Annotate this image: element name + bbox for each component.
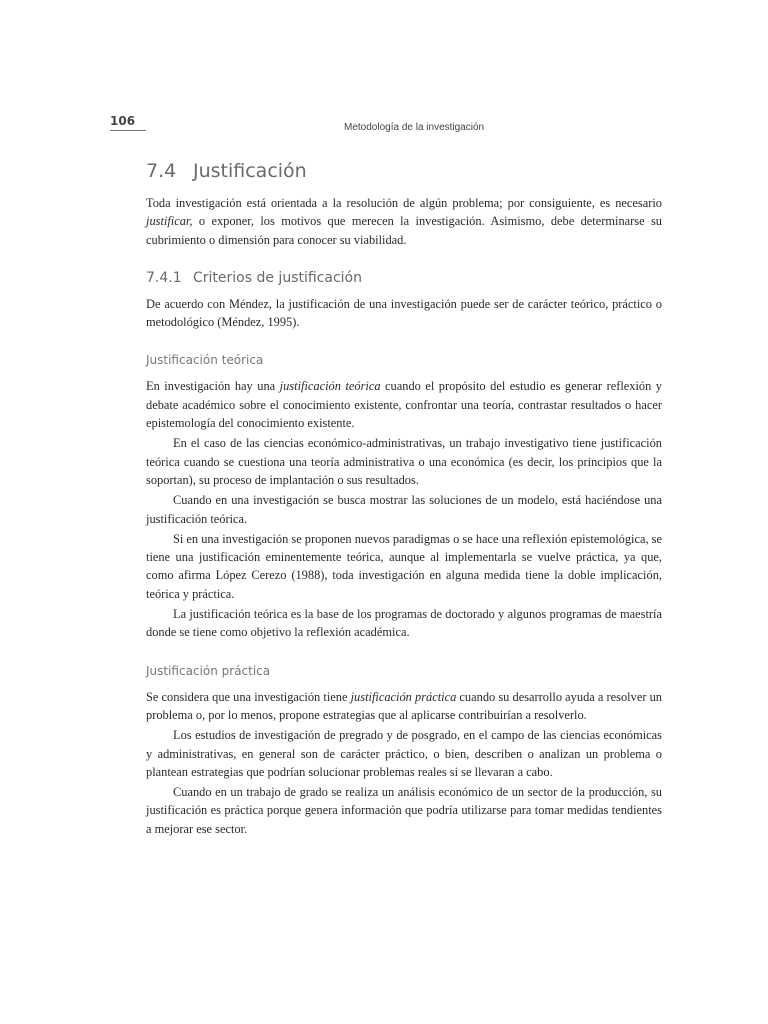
subhead-justificacion-practica: Justificación práctica	[146, 663, 271, 678]
subhead-justificacion-teorica: Justificación teórica	[146, 353, 264, 368]
subsection-title	[146, 269, 662, 287]
subsection-number: 7.4.1	[146, 269, 182, 286]
running-title: Metodología de la investigación	[344, 122, 485, 133]
section-title	[146, 158, 662, 184]
practica-p1-emphasis: justificación práctica	[350, 689, 457, 704]
header-rule	[110, 130, 146, 131]
section-title-text: Justificación	[193, 160, 307, 182]
page-number: 106	[110, 114, 136, 128]
teorica-p1-text-1: En investigación hay una	[146, 379, 280, 394]
practica-p1-text-2: cuando su desarrollo ayuda a resolver un problema o, por lo menos, propone estrategias que al aplicarse contribuirían a resolverlo.	[146, 689, 662, 722]
teorica-paragraph-4: Si en una investigación se proponen nuevos paradigmas o se hace una reflexión epistemológica, se tiene una justificación eminentemente teórica, aunque al implementarla se vuelve práctica, ya que, como afirma López Cerezo (1988), toda investigación en alguna medida tiene la doble implicación, teórica y práctica.	[146, 531, 662, 601]
section-intro-text-2: o exponer, los motivos que merecen la investigación. Asimismo, debe determinarse su cubrimiento o dimensión para conocer su viabilidad.	[146, 214, 662, 247]
teorica-paragraph-2: En el caso de las ciencias económico-administrativas, un trabajo investigativo tiene justificación teórica cuando se cuestiona una teoría administrativa o una económica (es decir, los principios que la soportan), su proceso de implantación o sus resultados.	[146, 436, 662, 487]
section-number: 7.4	[146, 160, 177, 182]
teorica-p1-text-2: cuando el propósito del estudio es generar reflexión y debate académico sobre el conocimiento existente, confrontar una teoría, contrastar resultados o hacer epistemología del conocimiento existente.	[146, 379, 662, 431]
page-content	[146, 158, 662, 838]
practica-p1-text-1: Se considera que una investigación tiene	[146, 689, 351, 704]
practica-paragraph-3: Cuando en un trabajo de grado se realiza un análisis económico de un sector de la producción, su justificación es práctica porque genera información que podría utilizarse para tomar medidas tendientes a mejorar ese sector.	[146, 785, 662, 836]
practica-paragraph-1	[146, 688, 662, 725]
section-intro-text-1: Toda investigación está orientada a la resolución de algún problema; por consiguiente, es necesario	[146, 196, 662, 210]
teorica-paragraph-5: La justificación teórica es la base de los programas de doctorado y algunos programas de maestría donde se tiene como objetivo la reflexión académica.	[146, 607, 662, 640]
section-intro-paragraph	[146, 194, 662, 249]
section-intro-emphasis: justificar,	[146, 214, 193, 229]
teorica-paragraph-3: Cuando en una investigación se busca mostrar las soluciones de un modelo, está haciéndose una justificación teórica.	[146, 493, 662, 526]
page-header	[110, 114, 662, 134]
teorica-p1-emphasis: justificación teórica	[279, 379, 381, 394]
subsection-title-text: Criterios de justificación	[193, 269, 362, 286]
practica-paragraph-2: Los estudios de investigación de pregrado y de posgrado, en el campo de las ciencias económicas y administrativas, en general son de carácter práctico, o bien, describen o analizan un problema o plantean estrategias que podrían solucionar problemas reales si se llevaran a cabo.	[146, 728, 662, 779]
subsection-intro-paragraph: De acuerdo con Méndez, la justificación de una investigación puede ser de carácter teórico, práctico o metodológico (Méndez, 1995).	[146, 296, 662, 330]
teorica-paragraph-1	[146, 377, 662, 432]
